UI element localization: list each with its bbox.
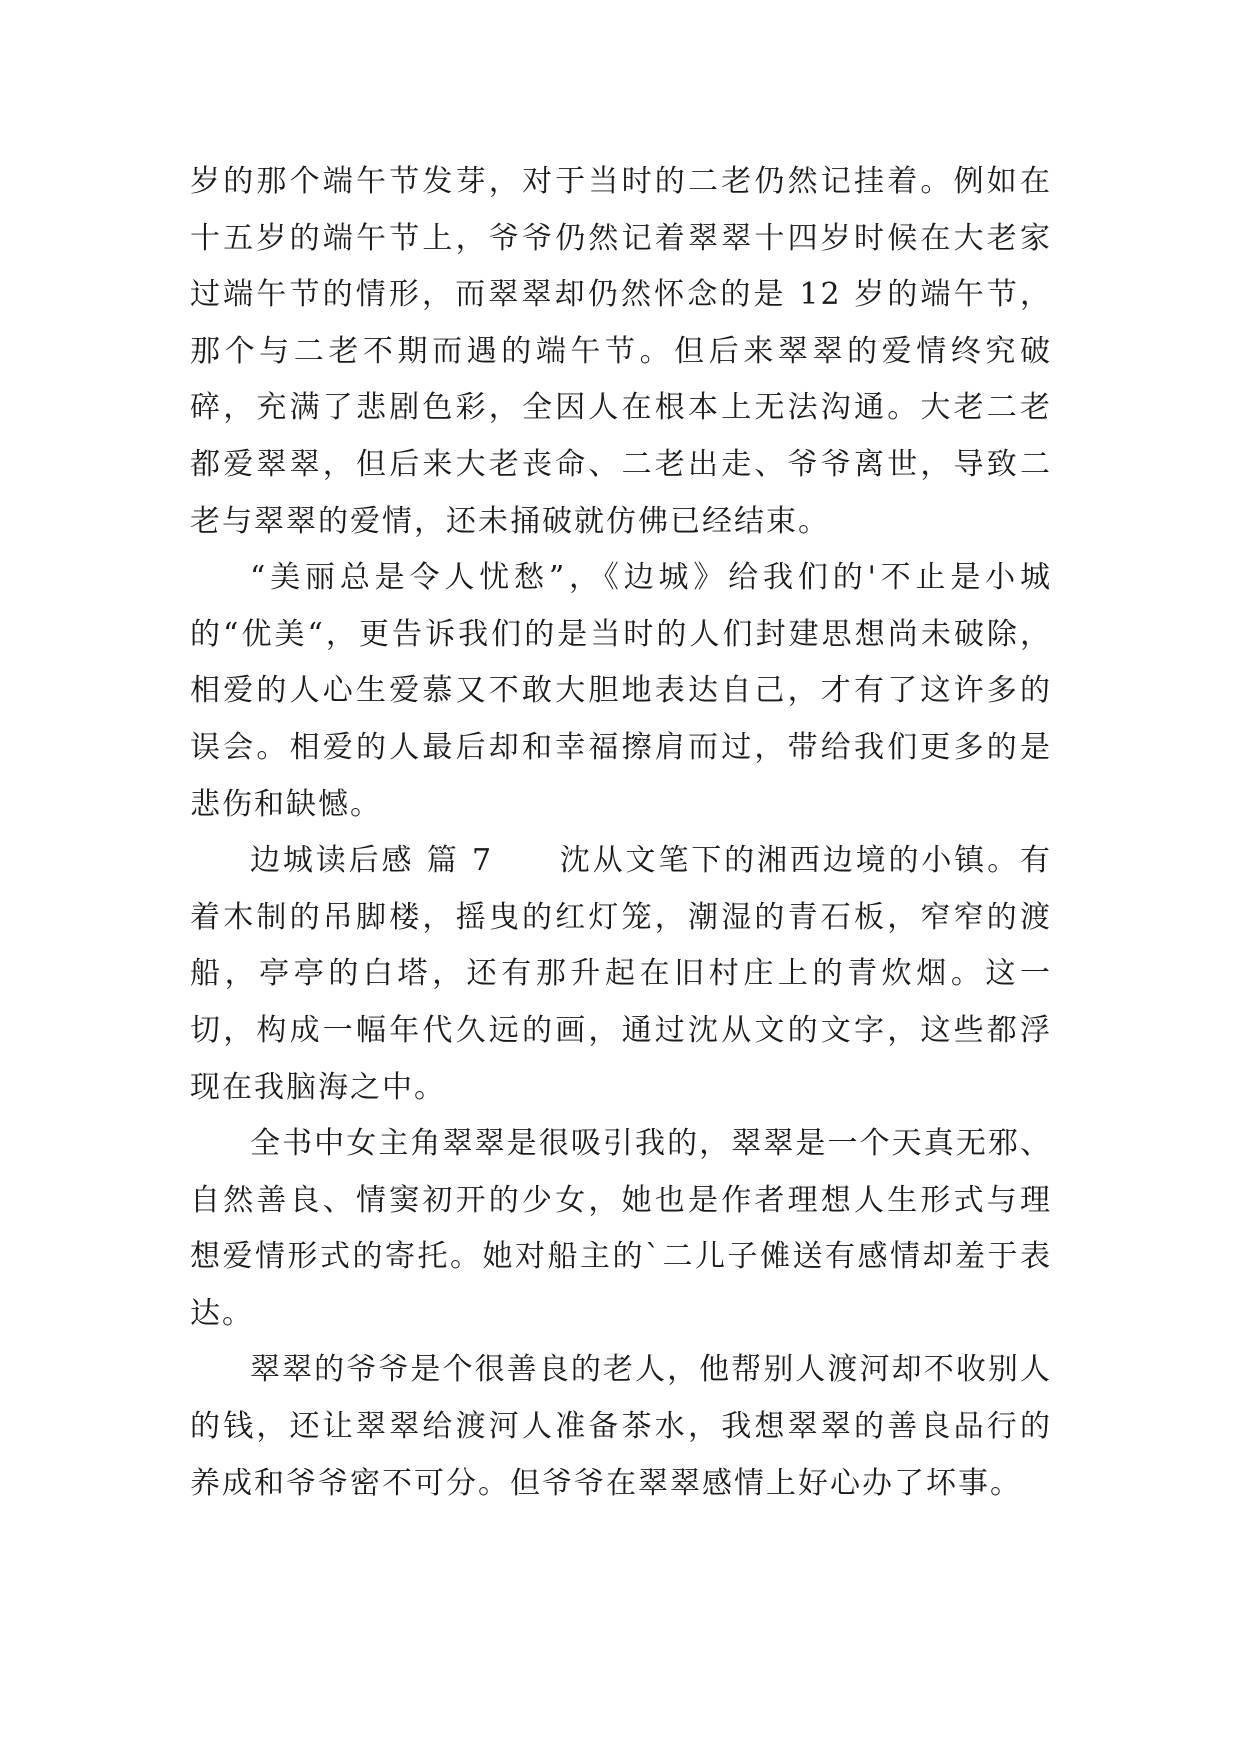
paragraph-4: 全书中女主角翠翠是很吸引我的，翠翠是一个天真无邪、自然善良、情窦初开的少女，她也是作者理想人生形式与理想爱情形式的寄托。她对船主的`二儿子傩送有感情却羞于表达。 (190, 1126, 1052, 1331)
paragraph-2: “美丽总是令人忧愁”，《边城》给我们的'不止是小城的“优美“，更告诉我们的是当时的人们封建思想尚未破除，相爱的人心生爱慕又不敢大胆地表达自己，才有了这许多的误会。相爱的人最后却和幸福擦肩而过，带给我们更多的是悲伤和缺憾。 (190, 560, 1052, 822)
paragraph-1: 岁的那个端午节发芽，对于当时的二老仍然记挂着。例如在十五岁的端午节上，爷爷仍然记着翠翠十四岁时候在大老家过端午节的情形，而翠翠却仍然怀念的是 12 岁的端午节，那个与二老不期而遇的端午节。但后来翠翠的爱情终究破碎，充满了悲剧色彩，全因人在根本上无法沟通。大老二老都爱翠翠，但后来大老丧命、二老出走、爷爷离世，导致二老与翠翠的爱情，还未捅破就仿佛已经结束。 (190, 164, 1052, 539)
paragraph-3: 边城读后感 篇 7 沈从文笔下的湘西边境的小镇。有着木制的吊脚楼，摇曳的红灯笼，潮湿的青石板，窄窄的渡船，亭亭的白塔，还有那升起在旧村庄上的青炊烟。这一切，构成一幅年代久远的画，通过沈从文的文字，这些都浮现在我脑海之中。 (190, 843, 1052, 1105)
body-text (190, 154, 1052, 1512)
paragraph-5: 翠翠的爷爷是个很善良的老人，他帮别人渡河却不收别人的钱，还让翠翠给渡河人准备茶水，我想翠翠的善良品行的养成和爷爷密不可分。但爷爷在翠翠感情上好心办了坏事。 (190, 1352, 1052, 1501)
